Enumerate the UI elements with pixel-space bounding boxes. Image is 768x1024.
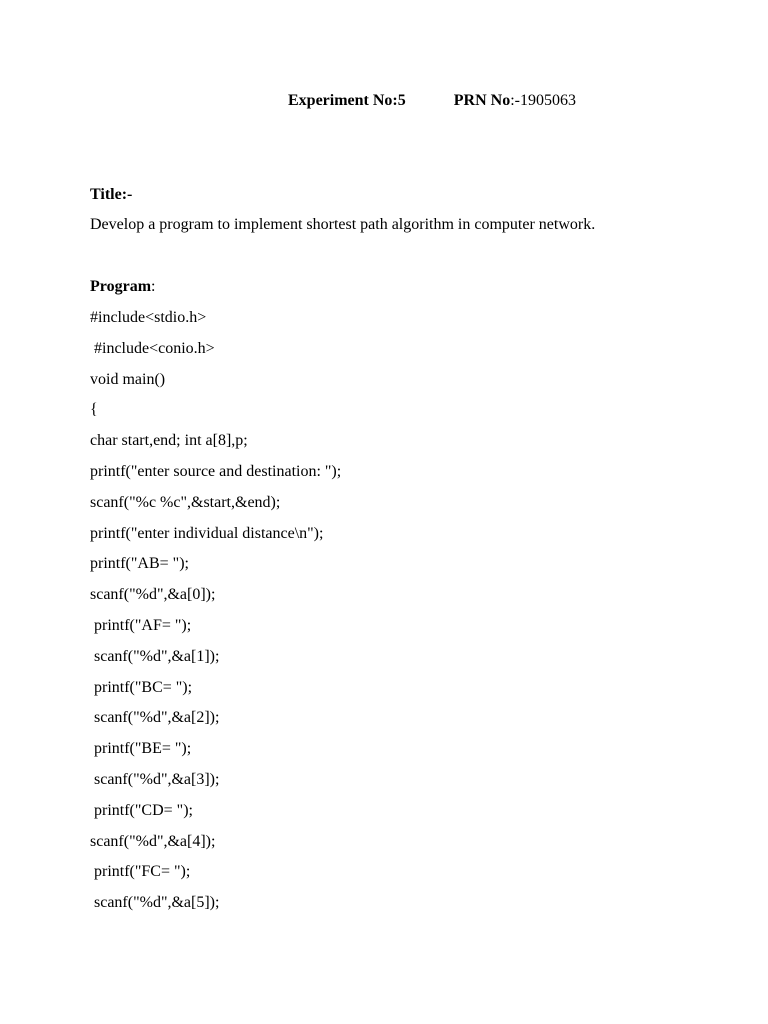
document-header — [288, 90, 576, 112]
code-line: printf("BC= "); — [90, 678, 193, 696]
code-line: scanf("%d",&a[3]); — [90, 770, 220, 788]
code-line: scanf("%d",&a[2]); — [90, 709, 220, 727]
code-line: printf("AF= "); — [90, 616, 192, 634]
code-line: scanf("%d",&a[1]); — [90, 647, 220, 665]
code-line: printf("BE= "); — [90, 740, 192, 758]
program-label-colon: : — [151, 278, 156, 295]
code-line: printf("CD= "); — [90, 801, 193, 819]
code-listing — [90, 307, 341, 923]
code-line: scanf("%d",&a[0]); — [90, 586, 216, 604]
code-line: scanf("%d",&a[5]); — [90, 894, 220, 912]
code-line: #include<conio.h> — [90, 339, 215, 357]
prn-value: :-1905063 — [510, 92, 576, 109]
code-line: scanf("%c %c",&start,&end); — [90, 493, 281, 511]
code-line: printf("AB= "); — [90, 555, 189, 573]
program-label — [90, 276, 155, 298]
title-text: Develop a program to implement shortest path algorithm in computer network. — [90, 216, 596, 233]
code-line: printf("enter source and destination: "); — [90, 462, 342, 480]
code-line: void main() — [90, 370, 166, 388]
code-line: #include<stdio.h> — [90, 309, 207, 326]
code-line: scanf("%d",&a[4]); — [90, 832, 216, 850]
code-line: printf("enter individual distance\n"); — [90, 524, 324, 542]
code-line: printf("FC= "); — [90, 863, 191, 881]
code-line: char start,end; int a[8],p; — [90, 432, 248, 450]
prn-label: PRN No — [453, 92, 511, 109]
code-line: { — [90, 401, 98, 419]
program-label-text: Program — [90, 278, 152, 295]
experiment-number: Experiment No:5 — [288, 92, 406, 109]
title-label: Title:- — [90, 186, 133, 203]
